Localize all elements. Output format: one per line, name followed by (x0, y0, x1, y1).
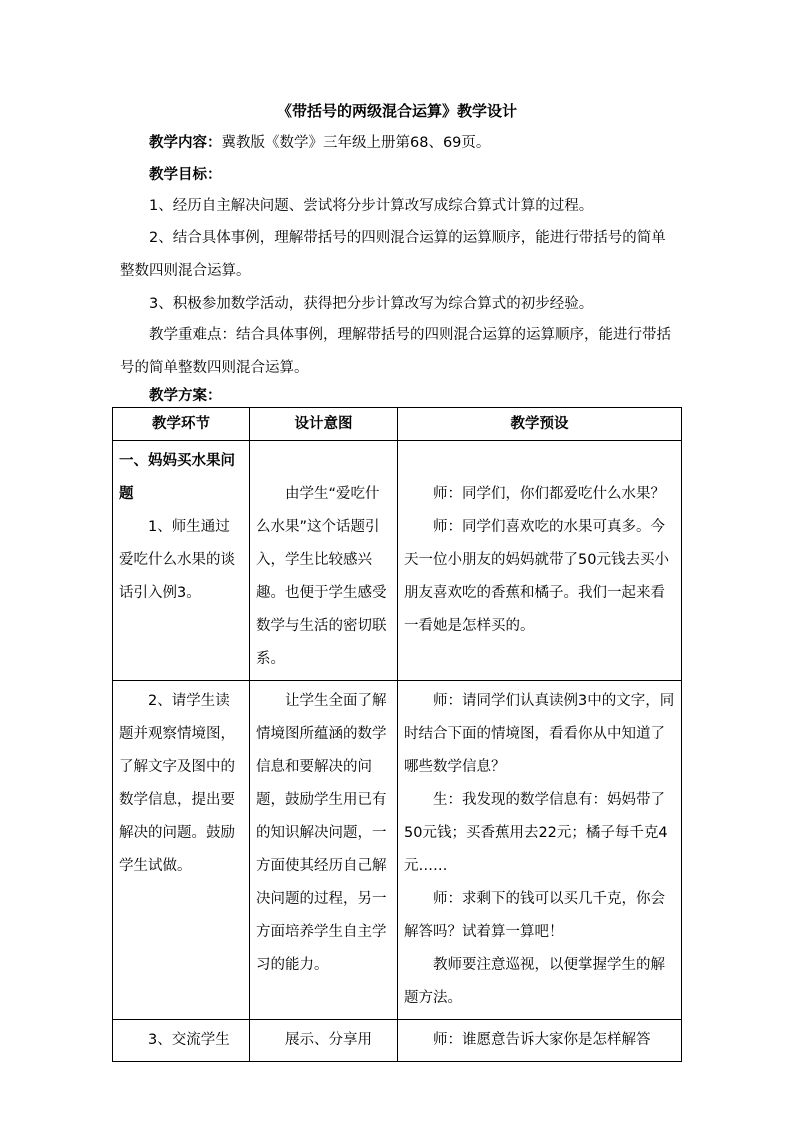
preset-text: 师：谁愿意告诉大家你是怎样解答 (433, 1032, 651, 1048)
key-points: 教学重难点：结合具体事例，理解带括号的四则混合运算的运算顺序，能进行带括号的简单整数四则混合运算。 (120, 327, 671, 376)
stage-cell (113, 681, 250, 1020)
header-stage: 教学环节 (113, 408, 250, 441)
header-intent: 设计意图 (250, 408, 398, 441)
table-row (113, 441, 682, 681)
stage-cell (113, 441, 250, 681)
plan-label: 教学方案： (149, 388, 222, 404)
table-row (113, 681, 682, 1020)
preset-text: 师：求剩下的钱可以买几千克，你会解答吗？试着算一算吧！ (404, 891, 665, 940)
intent-cell (250, 441, 398, 681)
intent-text: 展示、分享用 (285, 1032, 372, 1048)
intent-text: 让学生全面了解情境图所蕴涵的数学信息和要解决的问题，鼓励学生用已有的知识解决问题，一方面使其经历自己解决问题的过程，另一方面培养学生自主学习的能力。 (256, 693, 387, 973)
page-title: 《带括号的两级混合运算》教学设计 (276, 102, 517, 120)
preset-text: 教师要注意巡视，以便掌握学生的解题方法。 (404, 957, 665, 1006)
intent-cell (250, 1020, 398, 1062)
preset-cell (398, 1020, 682, 1062)
header-preset: 教学预设 (398, 408, 682, 441)
teaching-content-text: 冀教版《数学》三年级上册第68、69页。 (221, 135, 491, 151)
preset-text: 师：请同学们认真读例3中的文字，同时结合下面的情境图，看看你从中知道了哪些数学信息？ (404, 693, 675, 775)
preset-text: 师：同学们喜欢吃的水果可真多。今天一位小朋友的妈妈就带了50元钱去买小朋友喜欢吃的香蕉和橘子。我们一起来看一看她是怎样买的。 (404, 519, 669, 634)
stage-title: 一、妈妈买水果问题 (119, 453, 235, 502)
teaching-goals-label: 教学目标： (149, 167, 222, 183)
goal-item-2: 2、结合具体事例，理解带括号的四则混合运算的运算顺序，能进行带括号的简单整数四则混合运算。 (120, 230, 666, 279)
stage-text: 3、交流学生 (148, 1032, 230, 1048)
teaching-content-line (120, 127, 680, 159)
table-header-row (113, 408, 682, 441)
preset-text: 生：我发现的数学信息有：妈妈带了50元钱；买香蕉用去22元；橘子每千克4元…… (404, 792, 668, 874)
preset-text: 师：同学们，你们都爱吃什么水果？ (433, 486, 665, 502)
goal-item-3: 3、积极参加数学活动，获得把分步计算改写为综合算式的初步经验。 (149, 296, 594, 312)
intent-cell (250, 681, 398, 1020)
stage-text: 1、师生通过爱吃什么水果的谈话引入例3。 (119, 519, 235, 601)
intent-text: 由学生“爱吃什么水果”这个话题引入，学生比较感兴趣。也便于学生感受数学与生活的密切联系。 (256, 486, 387, 667)
table-row (113, 1020, 682, 1062)
teaching-content-label: 教学内容： (149, 135, 222, 151)
goal-item-1: 1、经历自主解决问题、尝试将分步计算改写成综合算式计算的过程。 (149, 198, 594, 214)
teaching-plan-table (112, 407, 682, 1062)
stage-text: 2、请学生读题并观察情境图，了解文字及图中的数学信息，提出要解决的问题。鼓励学生试做。 (119, 693, 235, 874)
preset-cell (398, 441, 682, 681)
preset-cell (398, 681, 682, 1020)
stage-cell (113, 1020, 250, 1062)
